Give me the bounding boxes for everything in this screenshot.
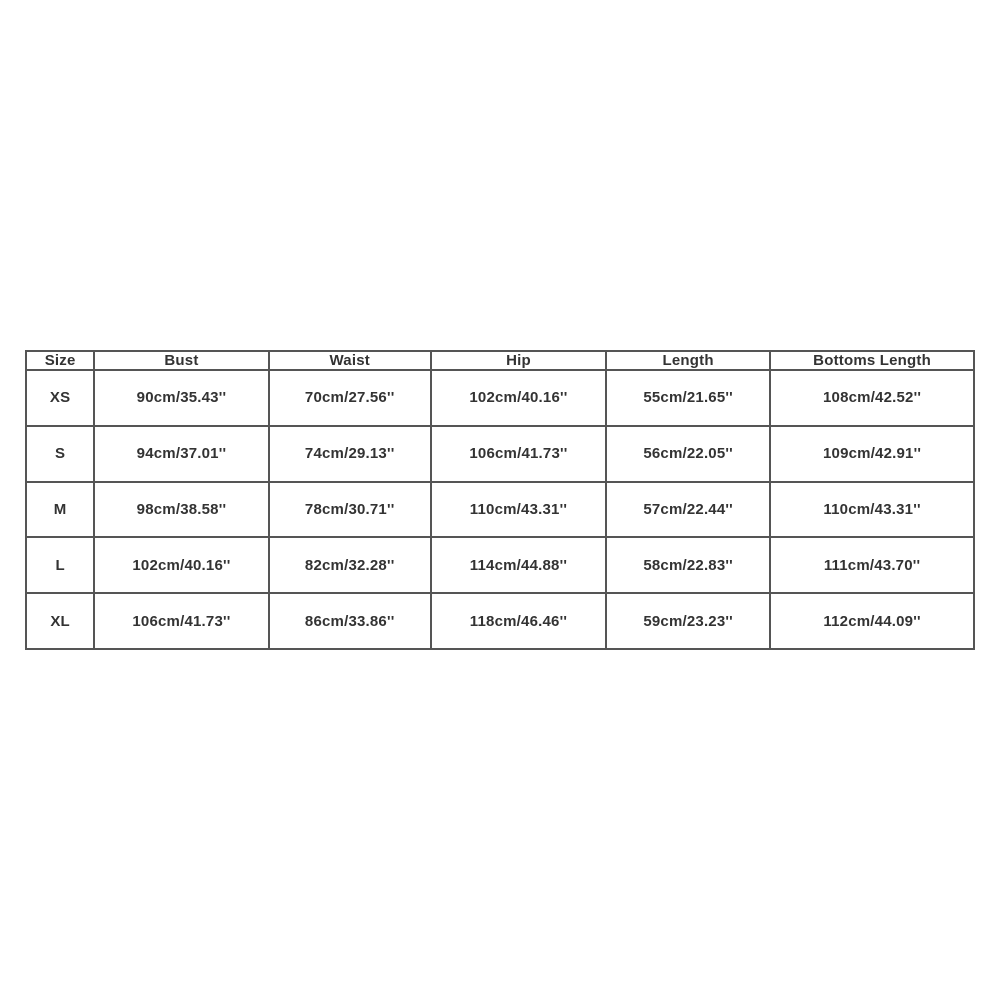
measurement-cell: 118cm/46.46'' <box>431 593 606 649</box>
measurement-cell: 111cm/43.70'' <box>770 537 974 593</box>
measurement-cell: 57cm/22.44'' <box>606 482 770 538</box>
table-row <box>26 482 974 538</box>
size-chart-table <box>25 350 975 650</box>
header-cell-bottoms-length: Bottoms Length <box>770 351 974 370</box>
size-label-cell: XS <box>26 370 94 426</box>
size-chart-header-row <box>26 351 974 370</box>
header-cell-size: Size <box>26 351 94 370</box>
size-label-cell: M <box>26 482 94 538</box>
size-label-cell: L <box>26 537 94 593</box>
header-cell-length: Length <box>606 351 770 370</box>
measurement-cell: 56cm/22.05'' <box>606 426 770 482</box>
table-row <box>26 593 974 649</box>
measurement-cell: 106cm/41.73'' <box>431 426 606 482</box>
measurement-cell: 94cm/37.01'' <box>94 426 268 482</box>
measurement-cell: 74cm/29.13'' <box>269 426 431 482</box>
measurement-cell: 112cm/44.09'' <box>770 593 974 649</box>
measurement-cell: 98cm/38.58'' <box>94 482 268 538</box>
measurement-cell: 90cm/35.43'' <box>94 370 268 426</box>
size-chart-body <box>26 370 974 649</box>
measurement-cell: 108cm/42.52'' <box>770 370 974 426</box>
measurement-cell: 70cm/27.56'' <box>269 370 431 426</box>
table-row <box>26 370 974 426</box>
measurement-cell: 110cm/43.31'' <box>770 482 974 538</box>
measurement-cell: 55cm/21.65'' <box>606 370 770 426</box>
table-row <box>26 426 974 482</box>
header-cell-bust: Bust <box>94 351 268 370</box>
table-row <box>26 537 974 593</box>
size-chart-container <box>25 350 975 650</box>
measurement-cell: 110cm/43.31'' <box>431 482 606 538</box>
measurement-cell: 114cm/44.88'' <box>431 537 606 593</box>
measurement-cell: 102cm/40.16'' <box>431 370 606 426</box>
size-label-cell: S <box>26 426 94 482</box>
header-cell-waist: Waist <box>269 351 431 370</box>
measurement-cell: 109cm/42.91'' <box>770 426 974 482</box>
measurement-cell: 106cm/41.73'' <box>94 593 268 649</box>
measurement-cell: 102cm/40.16'' <box>94 537 268 593</box>
measurement-cell: 78cm/30.71'' <box>269 482 431 538</box>
header-cell-hip: Hip <box>431 351 606 370</box>
measurement-cell: 58cm/22.83'' <box>606 537 770 593</box>
measurement-cell: 86cm/33.86'' <box>269 593 431 649</box>
size-label-cell: XL <box>26 593 94 649</box>
measurement-cell: 82cm/32.28'' <box>269 537 431 593</box>
measurement-cell: 59cm/23.23'' <box>606 593 770 649</box>
